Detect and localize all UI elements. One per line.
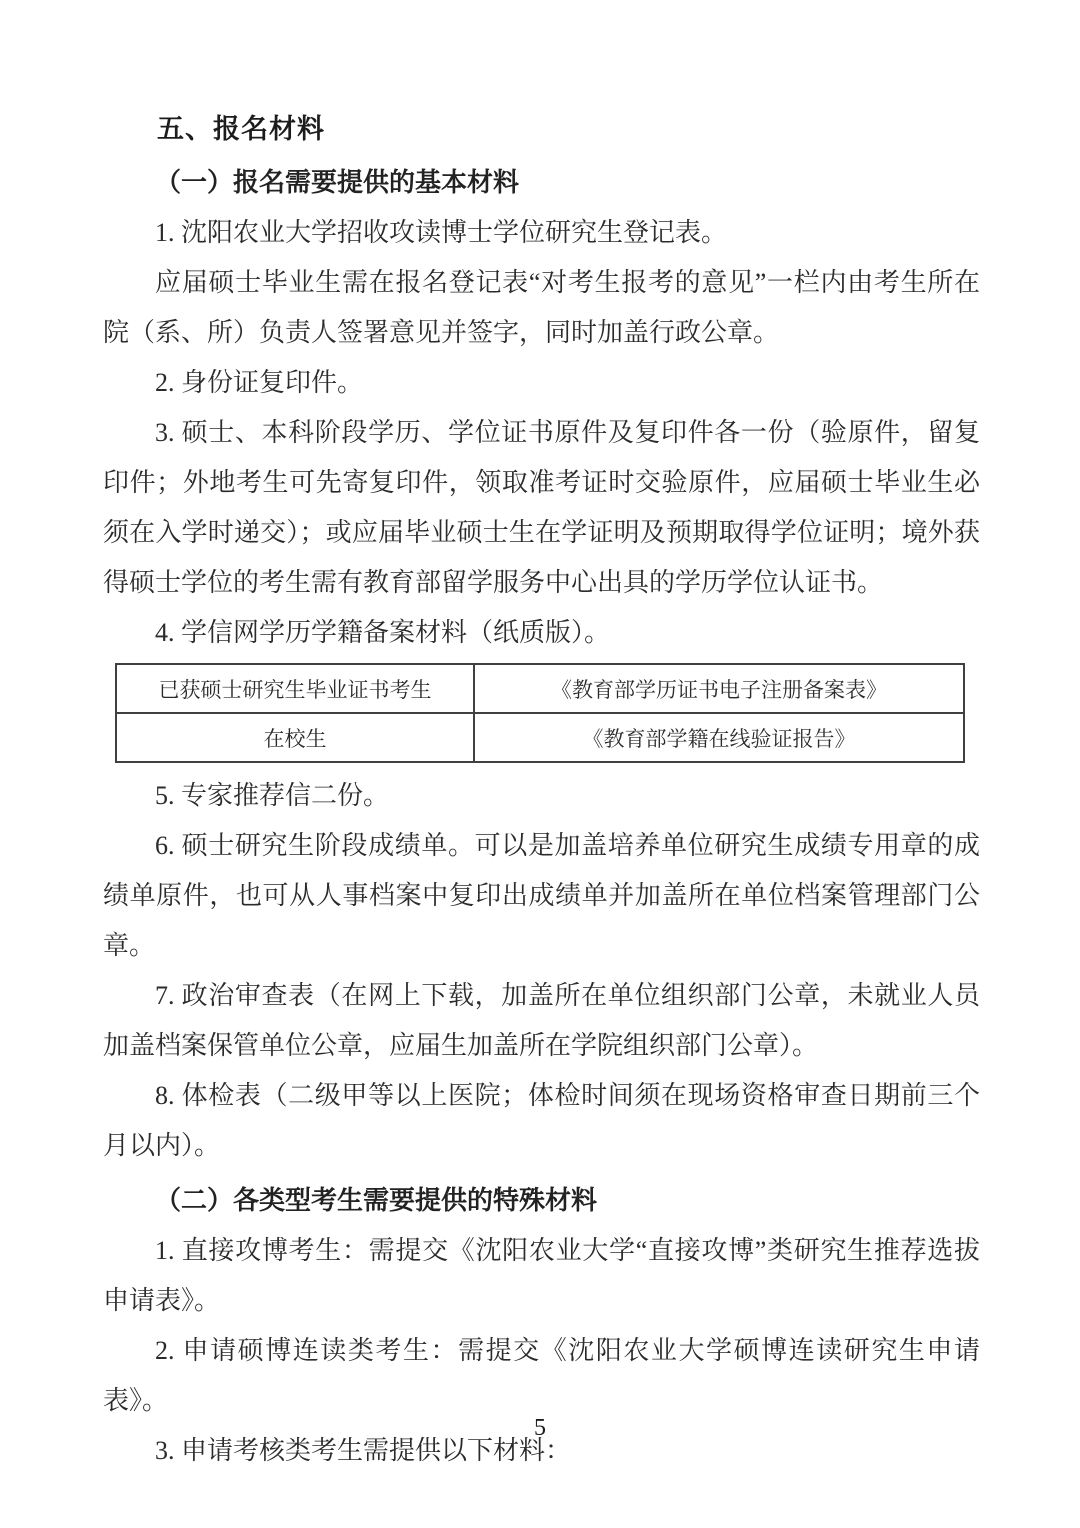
paragraph-degree-certificates: 3. 硕士、本科阶段学历、学位证书原件及复印件各一份（验原件，留复印件；外地考生可先寄复印件，领取准考证时交验原件，应届硕士毕业生必须在入学时递交）；或应届毕业硕士生在学证明及预期取得学位证明；境外获得硕士学位的考生需有教育部留学服务中心出具的学历学位认证书。 [103, 418, 980, 597]
table-cell-candidate-type: 在校生 [116, 713, 474, 762]
paragraph-political-review: 7. 政治审查表（在网上下载，加盖所在单位组织部门公章，未就业人员加盖档案保管单位公章，应届生加盖所在学院组织部门公章）。 [103, 981, 980, 1060]
paragraph-direct-phd: 1. 直接攻博考生：需提交《沈阳农业大学“直接攻博”类研究生推荐选拔申请表》。 [103, 1236, 980, 1315]
paragraph-recommendation-letters: 5. 专家推荐信二份。 [155, 781, 390, 810]
materials-table [115, 663, 965, 763]
paragraph-assessment-based: 3. 申请考核类考生需提供以下材料： [155, 1436, 572, 1465]
paragraph-id-copy: 2. 身份证复印件。 [155, 368, 364, 397]
section-basic-materials [103, 158, 980, 1171]
section-1-heading: （一）报名需要提供的基本材料 [155, 168, 520, 197]
table-row [116, 713, 964, 762]
table-cell-material: 《教育部学籍在线验证报告》 [474, 713, 964, 762]
paragraph-physical-exam: 8. 体检表（二级甲等以上医院；体检时间须在现场资格审查日期前三个月以内）。 [103, 1081, 980, 1160]
table-cell-candidate-type: 已获硕士研究生毕业证书考生 [116, 664, 474, 713]
table-row [116, 664, 964, 713]
section-2-heading: （二）各类型考生需要提供的特殊材料 [155, 1186, 598, 1215]
table-cell-material: 《教育部学历证书电子注册备案表》 [474, 664, 964, 713]
paragraph-successive-masters-phd: 2. 申请硕博连读类考生：需提交《沈阳农业大学硕博连读研究生申请表》。 [103, 1336, 980, 1415]
paragraph-registration-form: 1. 沈阳农业大学招收攻读博士学位研究生登记表。 [155, 218, 728, 247]
paragraph-chsi-materials: 4. 学信网学历学籍备案材料（纸质版）。 [155, 618, 611, 647]
paragraph-transcript: 6. 硕士研究生阶段成绩单。可以是加盖培养单位研究生成绩专用章的成绩单原件，也可从人事档案中复印出成绩单并加盖所在单位档案管理部门公章。 [103, 831, 980, 960]
page-number: 5 [534, 1415, 546, 1441]
paragraph-fresh-graduate-note: 应届硕士毕业生需在报名登记表“对考生报考的意见”一栏内由考生所在院（系、所）负责人签署意见并签字，同时加盖行政公章。 [103, 268, 980, 347]
page-title: 五、报名材料 [157, 114, 325, 144]
